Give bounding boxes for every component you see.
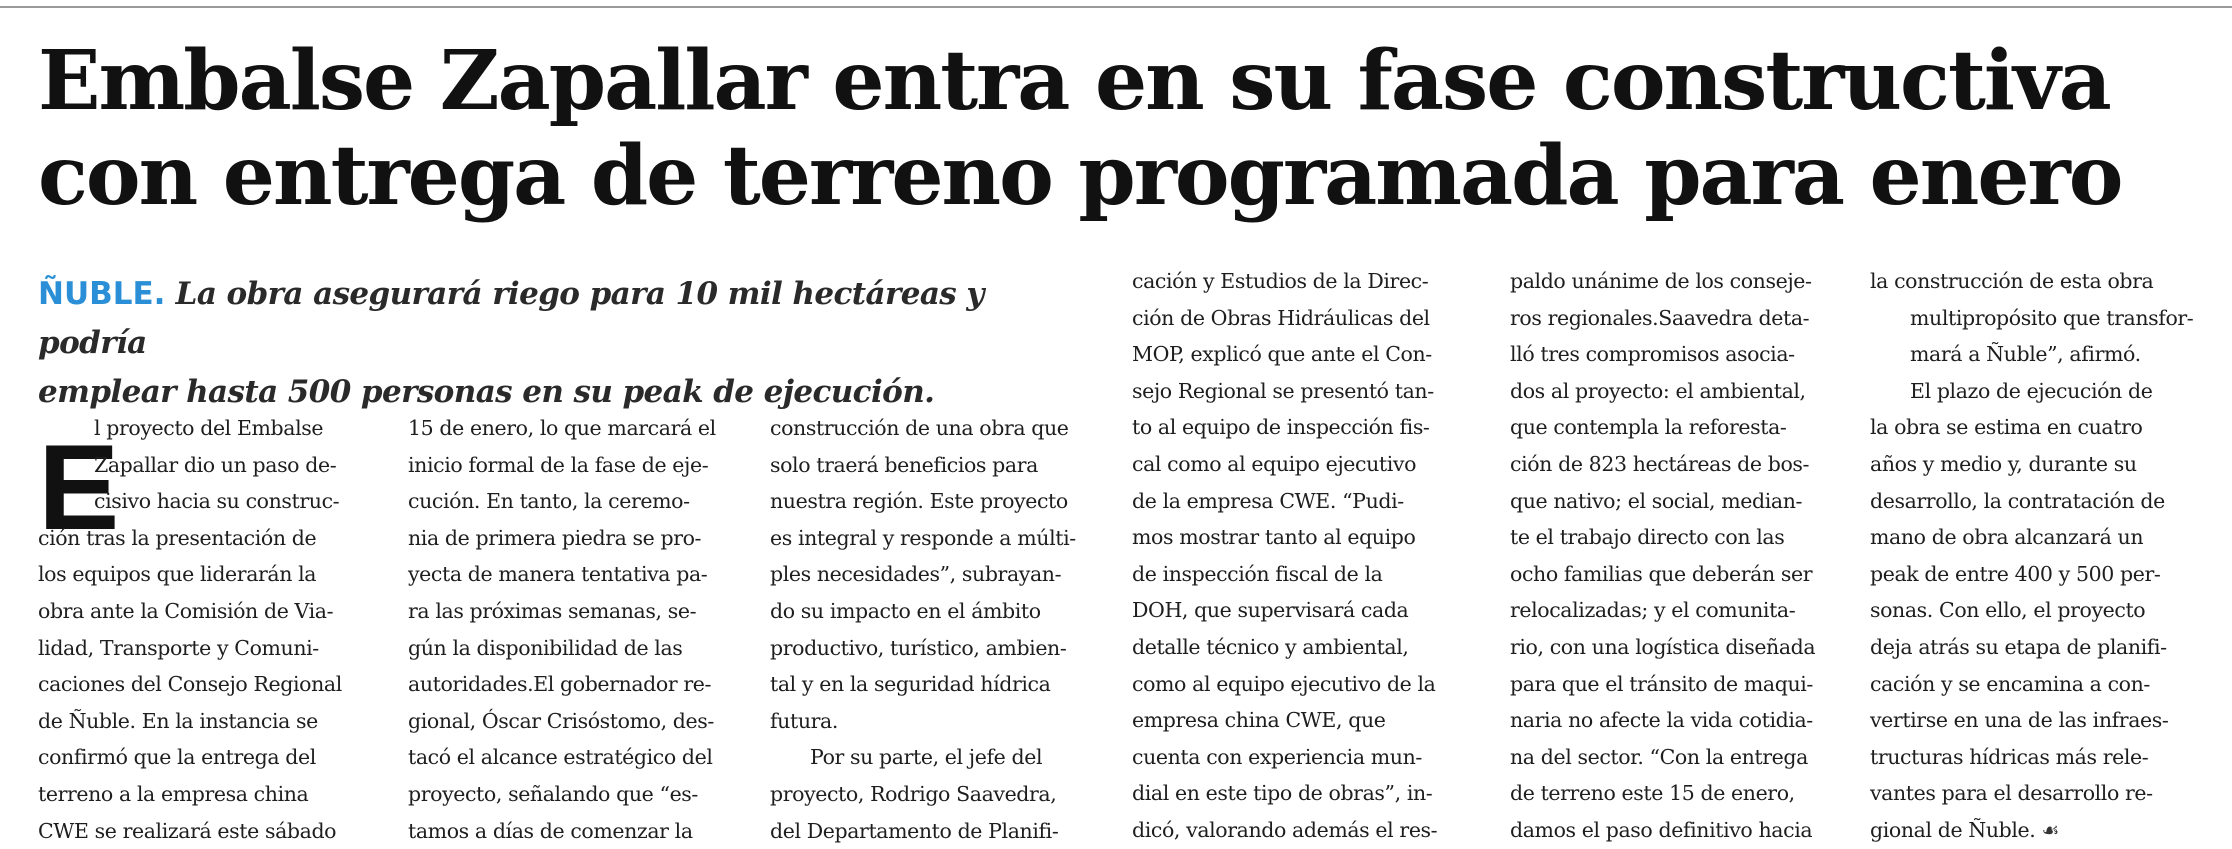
text-line: desarrollo, la contratación de (1870, 488, 2165, 513)
text-line: ción de Obras Hidráulicas del (1132, 305, 1430, 330)
text-line: que contempla la reforesta- (1510, 415, 1787, 440)
text-line: mos mostrar tanto al equipo (1132, 525, 1416, 550)
text-line: vertirse en una de las infraes- (1870, 708, 2169, 733)
article-column-2 (408, 410, 748, 849)
text-line: cuenta con experiencia mun- (1132, 744, 1422, 769)
text-line: gional, Óscar Crisóstomo, des- (408, 708, 714, 733)
text-line: como al equipo ejecutivo de la (1132, 671, 1436, 696)
text-line: futura. (770, 708, 838, 733)
text-line: relocalizadas; y el comunita- (1510, 598, 1796, 623)
text-line: de terreno este 15 de enero, (1510, 781, 1795, 806)
text-line: dos al proyecto: el ambiental, (1510, 378, 1806, 403)
paragraph (1870, 263, 2215, 373)
text-line: deja atrás su etapa de planifi- (1870, 634, 2167, 659)
text-line: to al equipo de inspección fis- (1132, 415, 1430, 440)
text-line (1870, 812, 2215, 849)
text-line: de inspección fiscal de la (1132, 561, 1383, 586)
text-line: proyecto, Rodrigo Saavedra, (770, 781, 1057, 806)
text-line: nuestra región. Este proyecto (770, 489, 1068, 514)
article-column-5 (1510, 263, 1840, 849)
text-line: tal y en la seguridad hídrica (770, 672, 1051, 697)
text-line: de Ñuble. En la instancia se (38, 708, 318, 733)
text-line: l proyecto del Embalse (94, 416, 324, 440)
paragraph (1132, 263, 1474, 849)
text-line: solo traerá beneficios para (770, 452, 1038, 477)
text-line: que nativo; el social, median- (1510, 488, 1803, 513)
text-line: do su impacto en el ámbito (770, 598, 1041, 623)
article-column-6 (1870, 263, 2215, 849)
text-line: peak de entre 400 y 500 per- (1870, 561, 2161, 586)
text-line: ples necesidades”, subrayan- (770, 562, 1062, 587)
text-line: tamos a días de comenzar la (408, 818, 693, 843)
headline-line-2: con entrega de terreno programada para enero (38, 128, 2122, 224)
paragraph (1870, 373, 2215, 849)
text-line: naria no afecte la vida cotidia- (1510, 708, 1813, 733)
text-line: damos el paso definitivo hacia (1510, 817, 1813, 842)
subheadline (38, 270, 1098, 417)
text-line: mará a Ñuble”, afirmó. (1910, 342, 2141, 367)
text-line: El plazo de ejecución de (1910, 378, 2153, 403)
top-rule (0, 6, 2232, 8)
text-line: lidad, Transporte y Comuni- (38, 635, 319, 660)
paragraph (38, 410, 368, 849)
text-line: sonas. Con ello, el proyecto (1870, 598, 2146, 623)
text-line: confirmó que la entrega del (38, 745, 316, 770)
text-line: 15 de enero, lo que marcará el (408, 416, 716, 440)
text-line: ra las próximas semanas, se- (408, 598, 697, 623)
text-line: los equipos que liderarán la (38, 562, 317, 587)
text-line: de la empresa CWE. “Pudi- (1132, 488, 1404, 513)
article-column-4 (1132, 263, 1474, 849)
text-line: nia de primera piedra se pro- (408, 525, 702, 550)
text-line: lló tres compromisos asocia- (1510, 342, 1795, 367)
text-line: dial en este tipo de obras”, in- (1132, 781, 1433, 806)
headline-line-1: Embalse Zapallar entra en su fase constructiva (38, 33, 2110, 129)
text-line: caciones del Consejo Regional (38, 672, 342, 697)
text-line: terreno a la empresa china (38, 781, 309, 806)
text-line: detalle técnico y ambiental, (1132, 634, 1409, 659)
text-line: es integral y responde a múlti- (770, 525, 1076, 550)
text-line: cación y se encamina a con- (1870, 671, 2150, 696)
text-line: cal como al equipo ejecutivo (1132, 451, 1417, 476)
text-line: la obra se estima en cuatro (1870, 415, 2143, 440)
text-line: construcción de una obra que (770, 416, 1069, 440)
text-line: Zapallar dio un paso de- (94, 452, 337, 477)
text-line: la construcción de esta obra (1870, 269, 2154, 293)
text-line: sejo Regional se presentó tan- (1132, 378, 1434, 403)
paragraph (408, 410, 748, 849)
drop-cap: E (38, 419, 120, 555)
text-line: del Departamento de Planifi- (770, 818, 1059, 843)
text-line: productivo, turístico, ambien- (770, 635, 1067, 660)
text-line: Por su parte, el jefe del (810, 745, 1043, 770)
text-line: obra ante la Comisión de Via- (38, 598, 334, 623)
text-line: vantes para el desarrollo re- (1870, 781, 2153, 806)
text-line: gún la disponibilidad de las (408, 635, 683, 660)
text-line: proyecto, señalando que “es- (408, 781, 698, 806)
text-line: DOH, que supervisará cada (1132, 598, 1409, 623)
paragraph (1510, 263, 1840, 849)
text-line: ción tras la presentación de (38, 525, 317, 550)
text-line: ocho familias que deberán ser (1510, 561, 1813, 586)
paragraph (770, 739, 1110, 849)
subhead-line-2: emplear hasta 500 personas en su peak de ejecución. (38, 374, 935, 410)
text-line: cación y Estudios de la Direc- (1132, 269, 1429, 293)
text-line: dicó, valorando además el res- (1132, 817, 1438, 842)
text-line: ción de 823 hectáreas de bos- (1510, 451, 1810, 476)
paragraph (770, 410, 1110, 739)
headline (38, 34, 2228, 224)
text-line: na del sector. “Con la entrega (1510, 744, 1808, 769)
text-line: yecta de manera tentativa pa- (408, 562, 708, 587)
text-line: autoridades.El gobernador re- (408, 672, 712, 697)
final-text: gional de Ñuble. (1870, 817, 2036, 842)
text-line: tacó el alcance estratégico del (408, 745, 713, 770)
text-line: CWE se realizará este sábado (38, 818, 337, 843)
section-kicker: ÑUBLE. (38, 276, 166, 312)
article-column-3 (770, 410, 1110, 849)
text-line: paldo unánime de los conseje- (1510, 269, 1812, 293)
text-line: inicio formal de la fase de eje- (408, 452, 709, 477)
text-line: tructuras hídricas más rele- (1870, 744, 2149, 769)
text-line: multipropósito que transfor- (1910, 305, 2194, 330)
text-line: rio, con una logística diseñada (1510, 634, 1816, 659)
subhead-line-1: La obra asegurará riego para 10 mil hectáreas y podría (38, 276, 984, 361)
text-line: MOP, explicó que ante el Con- (1132, 342, 1432, 367)
text-line: ros regionales.Saavedra deta- (1510, 305, 1810, 330)
text-line: cisivo hacia su construc- (94, 489, 340, 514)
text-line: años y medio y, durante su (1870, 451, 2137, 476)
end-of-article-icon: ☙ (2041, 817, 2060, 842)
text-line: mano de obra alcanzará un (1870, 525, 2144, 550)
text-line: empresa china CWE, que (1132, 708, 1386, 733)
text-line: cución. En tanto, la ceremo- (408, 489, 690, 514)
text-line: para que el tránsito de maqui- (1510, 671, 1813, 696)
article-column-1 (38, 410, 368, 849)
text-line: te el trabajo directo con las (1510, 525, 1785, 550)
